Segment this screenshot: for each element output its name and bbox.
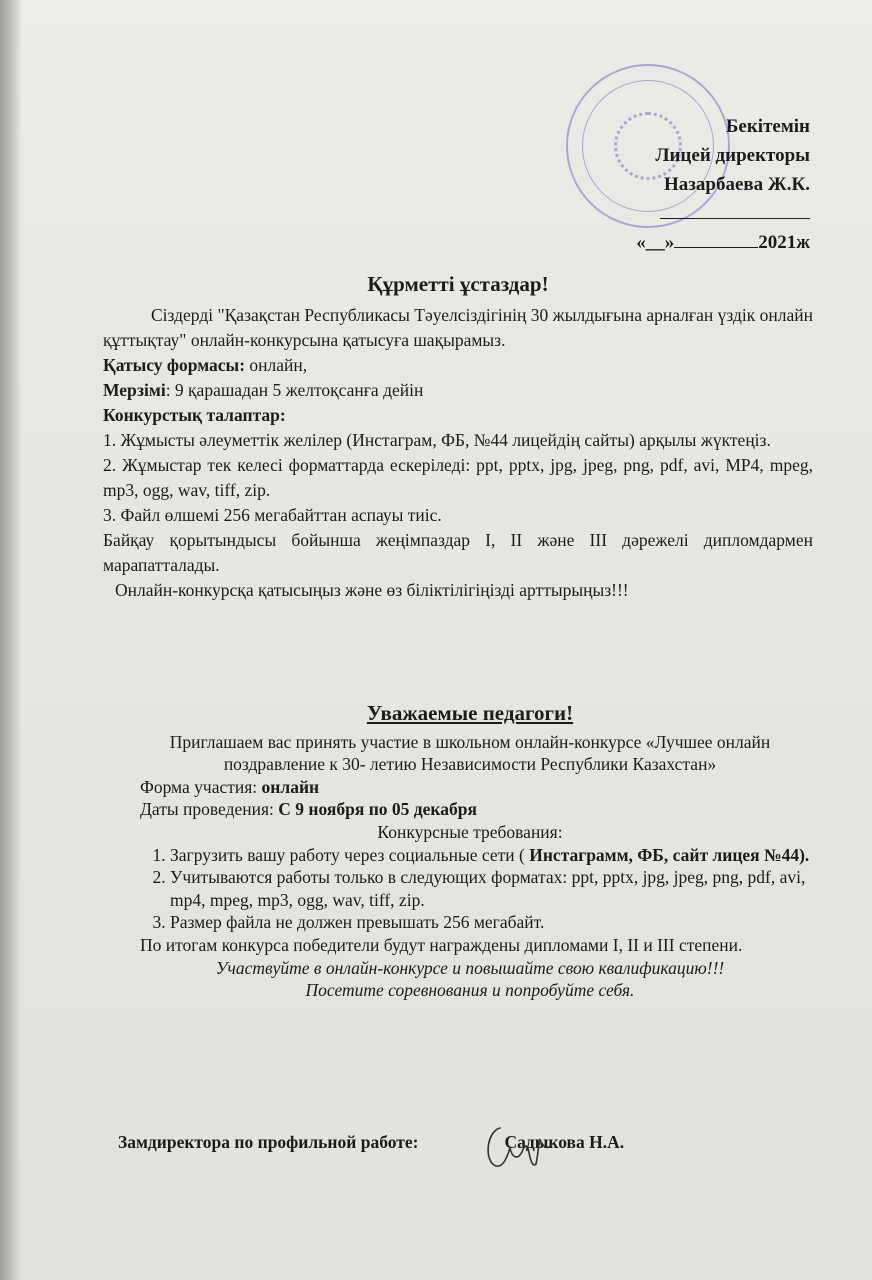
ru-requirement-1: 1. Загрузить вашу работу через социальные сети ( Инстаграмм, ФБ, сайт лицея №44). [170, 844, 810, 867]
kz-closing: Онлайн-конкурсқа қатысыңыз және өз біліктілігіңізді арттырыңыз!!! [115, 580, 629, 600]
approval-signature-line [660, 200, 810, 219]
approval-day: «__» [636, 232, 675, 253]
kazakh-section [103, 272, 813, 603]
ru-requirement-3: 3. Размер файла не должен превышать 256 мегабайт. [170, 911, 810, 934]
approval-year: 2021ж [758, 232, 810, 253]
approval-position: Лицей директоры [655, 145, 810, 166]
ru-title: Уважаемые педагоги! [366, 701, 574, 725]
handwritten-signature [478, 1118, 558, 1178]
ru-dates: Даты проведения: С 9 ноября по 05 декабря [140, 799, 477, 820]
kz-requirement-1: 1. Жұмысты әлеуметтік желілер (Инстаграм, ФБ, №44 лицейдің сайты) арқылы жүктеңіз. [103, 430, 771, 450]
ru-closing-1: Участвуйте в онлайн-конкурсе и повышайте свою квалификацию!!! [215, 957, 725, 978]
ru-awards: По итогам конкурса победители будут награждены дипломами I, II и III степени. [140, 934, 743, 955]
ru-requirement-2: 2. Учитываются работы только в следующих форматах: ppt, pptx, jpg, jpeg, png, pdf, avi, mp4, mpeg, mp3, ogg, wav, tiff, zip. [170, 866, 810, 911]
approval-month-blank [674, 247, 758, 248]
footer-name: Садыкова Н.А. [504, 1132, 625, 1152]
ru-form: Форма участия: онлайн [140, 776, 320, 797]
footer-position: Замдиректора по профильной работе: [118, 1132, 419, 1152]
kz-requirement-2: 2. Жұмыстар тек келесі форматтарда ескеріледі: ppt, pptx, jpg, jpeg, png, pdf, avi, MP4, mpeg, mp3, ogg, wav, tiff, zip. [103, 455, 813, 500]
kz-requirement-3: 3. Файл өлшемі 256 мегабайттан аспауы тиіс. [103, 505, 442, 525]
kz-term: Мерзімі: 9 қарашадан 5 желтоқсанға дейін [103, 380, 424, 400]
approval-director-name: Назарбаева Ж.К. [664, 174, 810, 195]
kz-title: Құрметті ұстаздар! [367, 272, 549, 296]
approval-title: Бекітемін [725, 116, 810, 137]
kz-intro: Сіздерді "Қазақстан Республикасы Тәуелсіздігінің 30 жылдығына арналған үздік онлайн құттықтау" онлайн-конкурсына қатысуға шақырамыз. [103, 305, 813, 350]
kz-awards: Байқау қорытындысы бойынша жеңімпаздар I, II және III дәрежелі дипломдармен марапатталады. [103, 530, 813, 575]
kz-form: Қатысу формасы: онлайн, [103, 355, 308, 375]
approval-block [636, 112, 810, 257]
ru-requirements-list [130, 844, 810, 934]
ru-requirements-title: Конкурсные требования: [377, 821, 563, 842]
ru-closing-2: Посетите соревнования и попробуйте себя. [305, 980, 635, 1001]
page-edge-shadow [0, 0, 22, 1280]
russian-section [130, 702, 810, 1002]
approval-date [636, 228, 810, 257]
kz-requirements-title: Конкурстық талаптар: [103, 405, 286, 425]
ru-intro: Приглашаем вас принять участие в школьном онлайн-конкурсе «Лучшее онлайн поздравление к 30- летию Независимости Республики Казахстан» [169, 731, 771, 775]
